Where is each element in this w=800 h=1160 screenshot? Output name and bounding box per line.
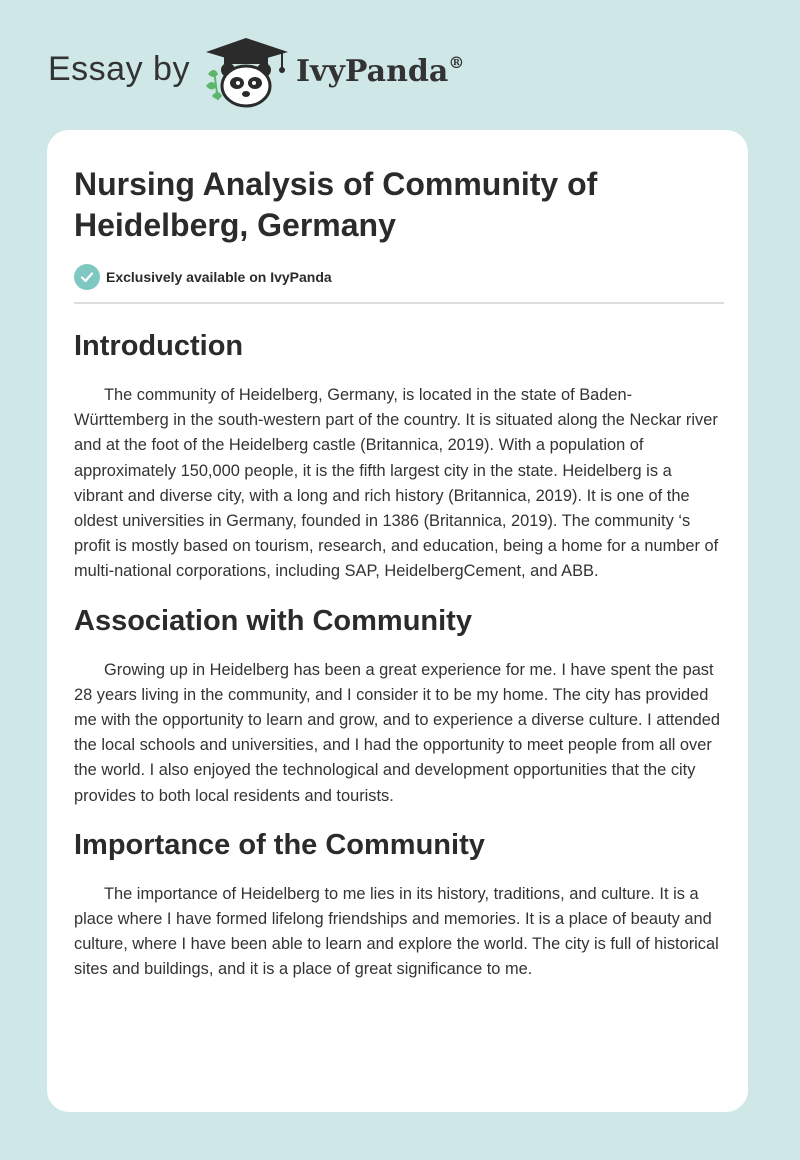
divider [74, 302, 724, 304]
brand-label: IvyPanda [296, 54, 449, 89]
section-heading-association: Association with Community [74, 604, 472, 637]
section-paragraph-introduction: The community of Heidelberg, Germany, is located in the state of Baden-Württemberg in the south-western part of the country. It is situated along the Neckar river and at the foot of the Heidelberg castle (Britannica, 2019). With a population of approximately 150,000 people, it is the fifth largest city in the state. Heidelberg is a vibrant and diverse city, with a long and rich history (Britannica, 2019). It is one of the oldest universities in Germany, founded in 1386 (Britannica, 2019). The community ‘s profit is mostly based on tourism, research, and education, being a home for a number of multi-national corporations, including SAP, HeidelbergCement, and ABB. [74, 386, 719, 581]
article-content [74, 164, 724, 983]
essay-by-label: Essay by [48, 50, 190, 88]
section-paragraph-association: Growing up in Heidelberg has been a great experience for me. I have spent the past 28 years living in the community, and I consider it to be my home. The city has provided me with the opportunity to learn and grow, and to experience a diverse culture. I attended the local schools and universities, and I had the opportunity to meet people from all over the world. I also enjoyed the technological and development opportunities that the city provides to both local residents and tourists. [74, 660, 721, 805]
badge-label: Exclusively available on IvyPanda [106, 269, 332, 285]
article-card [47, 130, 748, 1112]
section-heading-introduction: Introduction [74, 330, 244, 362]
panda-logo-icon[interactable] [200, 34, 292, 110]
brand-name[interactable] [296, 54, 464, 89]
exclusive-badge [74, 263, 724, 291]
registered-mark: ® [448, 53, 465, 72]
page-title: Nursing Analysis of Community of Heidelberg, Germany [74, 166, 598, 243]
site-header [48, 30, 548, 110]
section-heading-importance: Importance of the Community [74, 828, 485, 861]
section-paragraph-importance: The importance of Heidelberg to me lies in its history, traditions, and culture. It is a place where I have formed lifelong friendships and memories. It is a place of beauty and culture, where I have been able to learn and explore the world. The city is full of historical sites and buildings, and it is a place of great significance to me. [74, 884, 719, 979]
check-icon [74, 264, 100, 290]
